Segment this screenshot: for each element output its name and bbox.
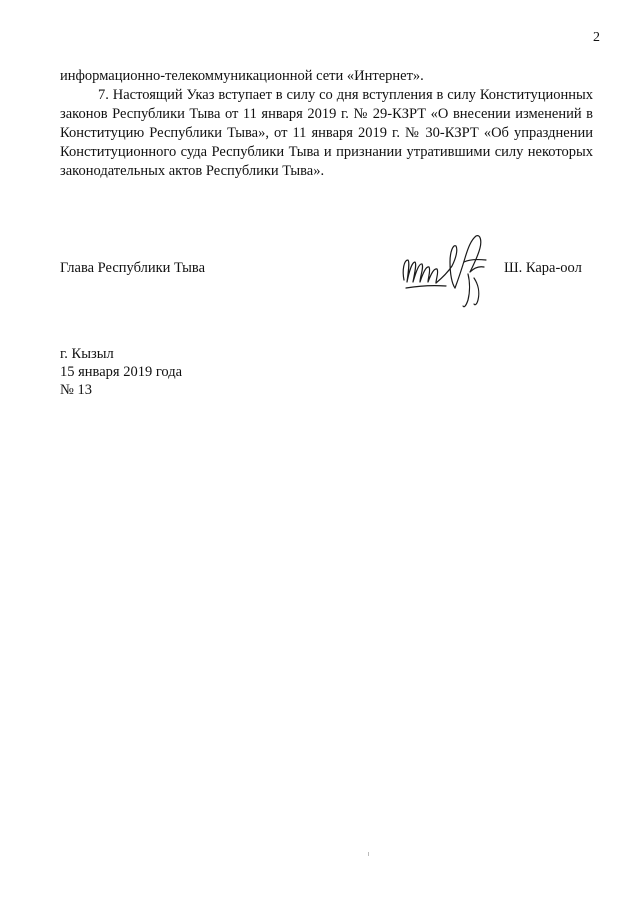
issue-date: 15 января 2019 года [60,364,183,380]
issue-city: г. Кызыл [60,346,114,362]
signatory-name: Ш. Кара-оол [504,260,582,276]
page-number: 2 [593,30,600,45]
document-body [60,67,593,181]
signatory-position: Глава Республики Тыва [60,260,206,276]
handwritten-signature [398,222,498,312]
paragraph-continuation: информационно-телекоммуникационной сети «Интернет». [60,68,424,84]
paragraph-item-7: 7. Настоящий Указ вступает в силу со дня вступления в силу Конституционных законов Республики Тыва от 11 января 2019 г. № 29-КЗРТ «О внесении изменений в Конституцию Республики Тыва», от 11 января 2019 г. № 30-КЗРТ «Об упразднении Конституционного суда Республики Тыва и признании утратившими силу некоторых законодательных актов Республики Тыва». [60,87,593,179]
issue-info [60,345,182,399]
issue-number: № 13 [60,382,92,398]
scan-speck [368,852,369,856]
